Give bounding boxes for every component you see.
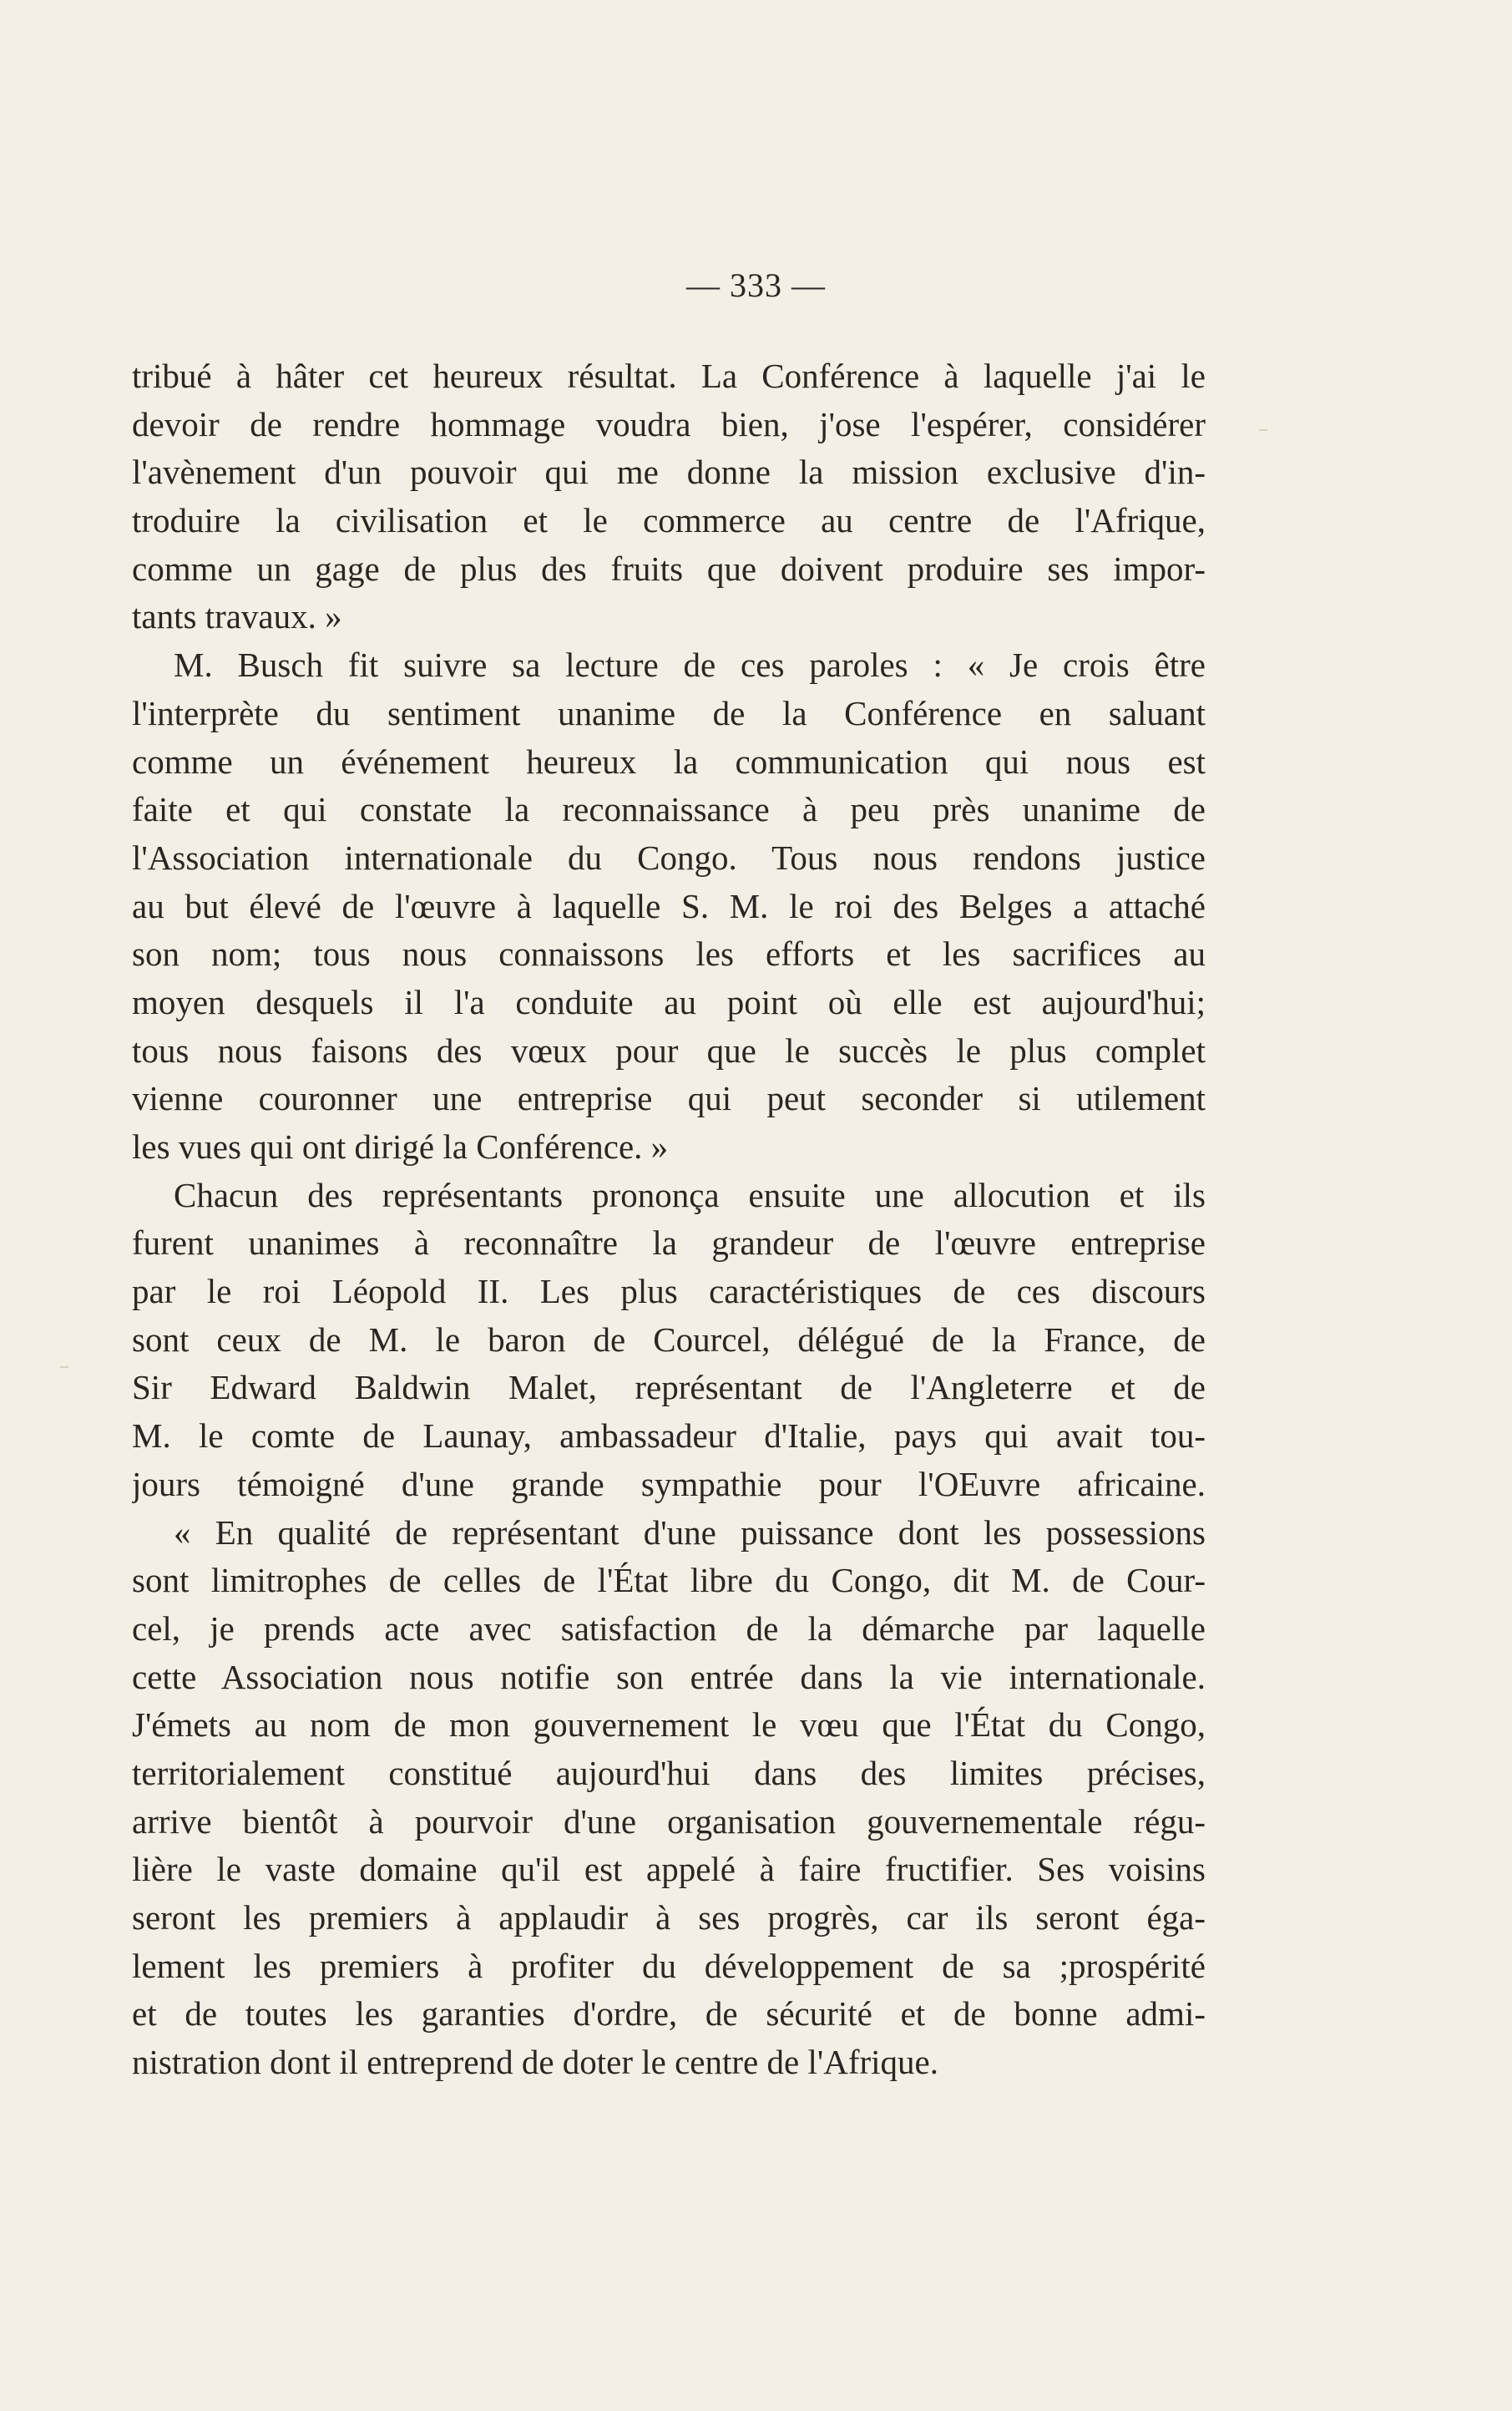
margin-dash-right xyxy=(1259,429,1267,431)
text-line: seront les premiers à applaudir à ses progrès, car ils seront éga- xyxy=(132,1898,1206,1937)
text-line: nistration dont il entreprend de doter le centre de l'Afrique. xyxy=(132,2043,938,2082)
text-line: troduire la civilisation et le commerce au centre de l'Afrique, xyxy=(132,501,1206,540)
text-line: l'avènement d'un pouvoir qui me donne la mission exclusive d'in- xyxy=(132,453,1206,492)
text-line: furent unanimes à reconnaître la grandeur de l'œuvre entreprise xyxy=(132,1223,1206,1263)
text-line: par le roi Léopold II. Les plus caractéristiques de ces discours xyxy=(132,1272,1206,1311)
text-line: J'émets au nom de mon gouvernement le vœu que l'État du Congo, xyxy=(132,1705,1206,1745)
text-line: vienne couronner une entreprise qui peut seconder si utilement xyxy=(132,1079,1206,1118)
text-line: arrive bientôt à pourvoir d'une organisation gouvernementale régu- xyxy=(132,1801,1206,1841)
text-line: comme un événement heureux la communication qui nous est xyxy=(132,742,1206,781)
text-line: sont limitrophes de celles de l'État libre du Congo, dit M. de Cour- xyxy=(132,1561,1206,1600)
text-line: sont ceux de M. le baron de Courcel, délégué de la France, de xyxy=(132,1319,1206,1359)
margin-dash-left xyxy=(60,1366,68,1368)
text-line: lière le vaste domaine qu'il est appelé à faire fructifier. Ses voisins xyxy=(132,1850,1206,1889)
text-line: au but élevé de l'œuvre à laquelle S. M. le roi des Belges a attaché xyxy=(132,886,1206,925)
text-line: et de toutes les garanties d'ordre, de sécurité et de bonne admi- xyxy=(132,1994,1206,2034)
text-line: jours témoigné d'une grande sympathie pour l'OEuvre africaine. xyxy=(132,1464,1206,1503)
text-line: tous nous faisons des vœux pour que le succès le plus complet xyxy=(132,1031,1206,1070)
text-line: M. le comte de Launay, ambassadeur d'Italie, pays qui avait tou- xyxy=(132,1416,1206,1456)
text-line: tants travaux. » xyxy=(132,597,342,636)
text-line: territorialement constitué aujourd'hui dans des limites précises, xyxy=(132,1753,1206,1792)
text-line: M. Busch fit suivre sa lecture de ces paroles : « Je crois être xyxy=(174,646,1206,685)
text-line: cette Association nous notifie son entrée dans la vie internationale. xyxy=(132,1657,1206,1696)
body-text xyxy=(132,352,1206,2087)
text-line: devoir de rendre hommage voudra bien, j'ose l'espérer, considérer xyxy=(132,404,1206,443)
text-line: son nom; tous nous connaissons les efforts et les sacrifices au xyxy=(132,935,1206,974)
text-line: tribué à hâter cet heureux résultat. La Conférence à laquelle j'ai le xyxy=(132,357,1206,395)
text-line: lement les premiers à profiter du développement de sa ;prospérité xyxy=(132,1946,1206,1985)
text-line: moyen desquels il l'a conduite au point où elle est aujourd'hui; xyxy=(132,982,1206,1021)
page-number: — 333 — xyxy=(686,266,826,304)
text-line: Sir Edward Baldwin Malet, représentant de l'Angleterre et de xyxy=(132,1368,1206,1407)
text-line: « En qualité de représentant d'une puissance dont les possessions xyxy=(174,1512,1206,1552)
text-line: cel, je prends acte avec satisfaction de la démarche par laquelle xyxy=(132,1608,1206,1648)
text-line: comme un gage de plus des fruits que doivent produire ses impor- xyxy=(132,549,1206,588)
text-line: faite et qui constate la reconnaissance à peu près unanime de xyxy=(132,790,1206,829)
text-line: Chacun des représentants prononça ensuite une allocution et ils xyxy=(174,1175,1206,1214)
text-line: l'Association internationale du Congo. Tous nous rendons justice xyxy=(132,838,1206,877)
text-line: les vues qui ont dirigé la Conférence. » xyxy=(132,1127,669,1166)
text-line: l'interprète du sentiment unanime de la Conférence en saluant xyxy=(132,693,1206,732)
